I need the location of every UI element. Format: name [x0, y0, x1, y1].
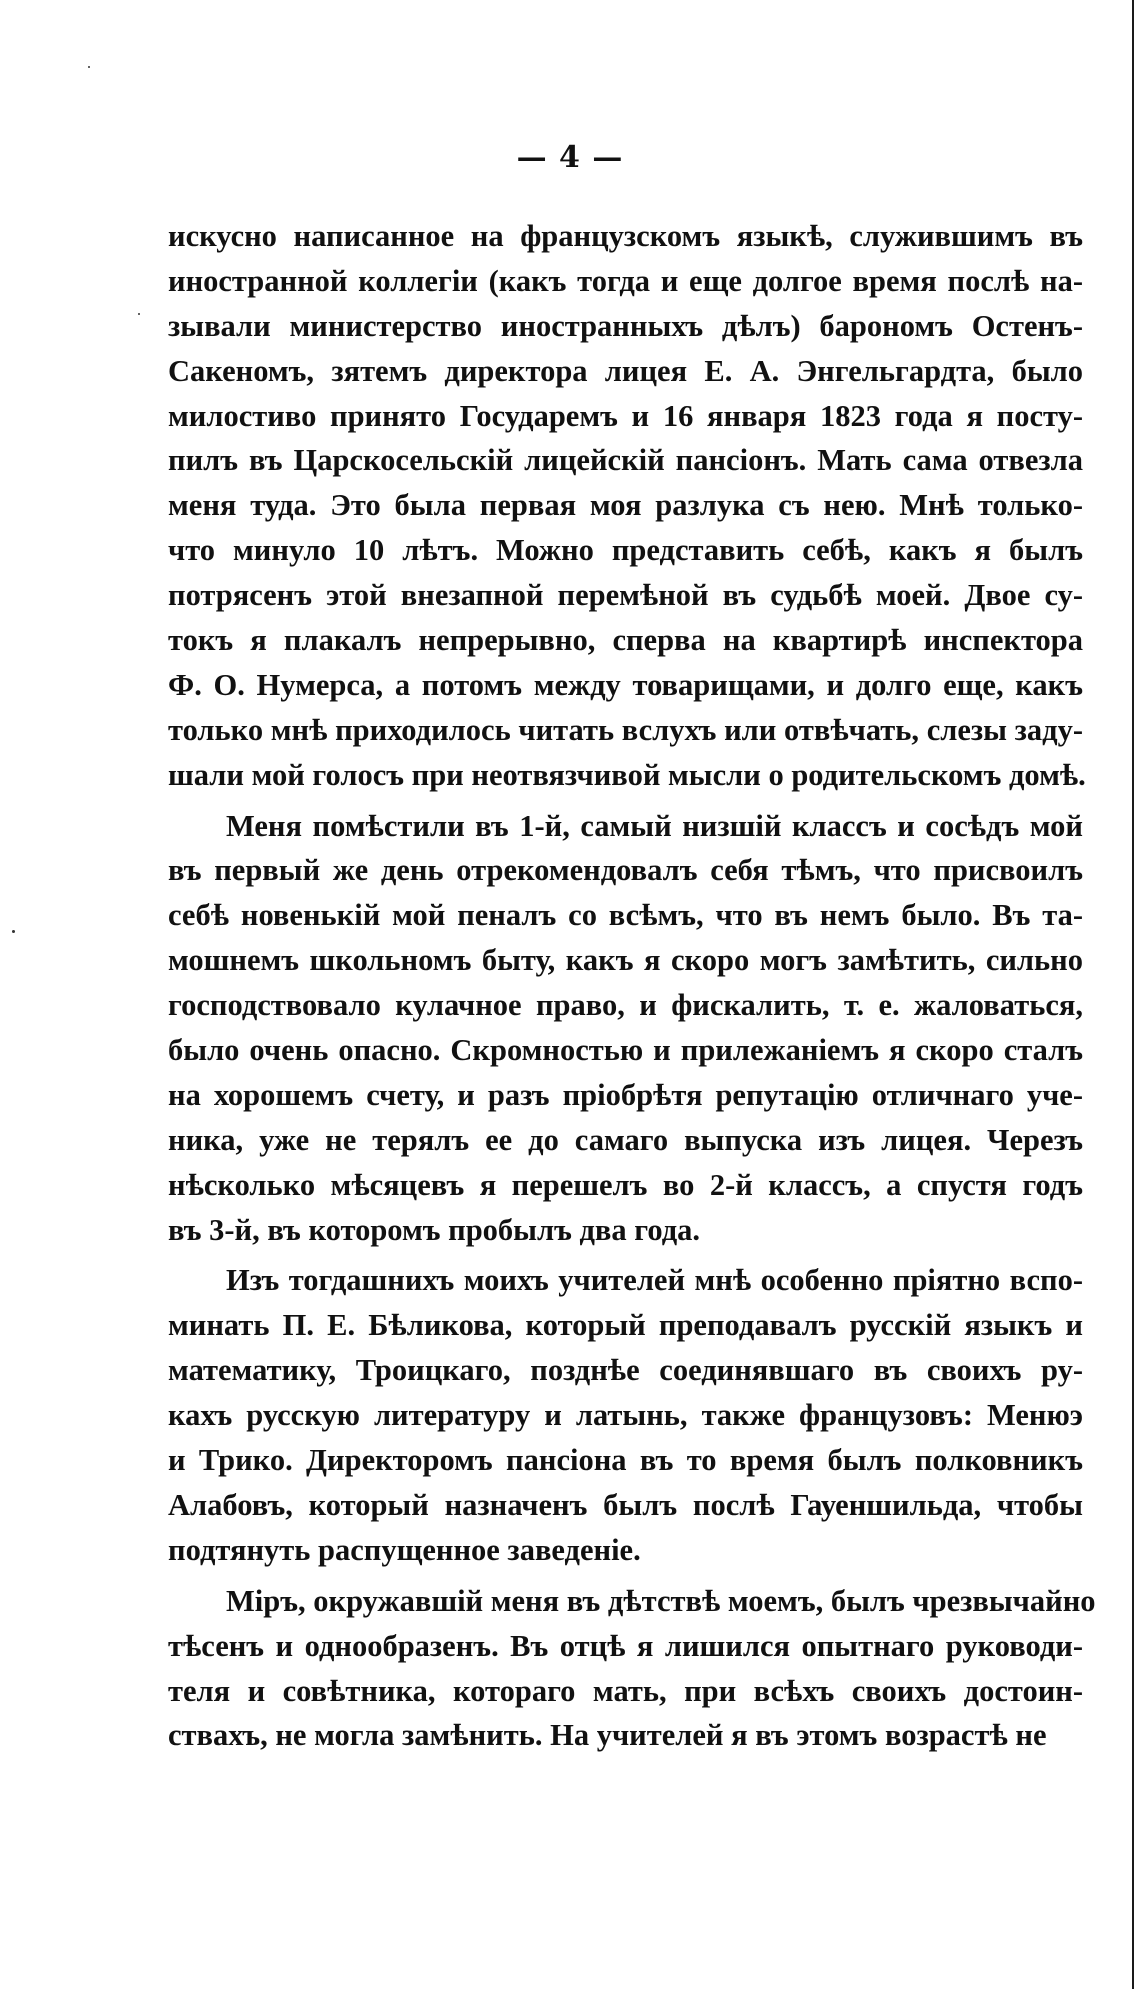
paragraph	[168, 804, 1083, 1253]
paragraph	[168, 1258, 1083, 1572]
text-line: Сакеномъ, зятемъ директора лицея Е. А. Энгельгардта, было	[168, 353, 1083, 388]
text-line: искусно написанное на французскомъ языкѣ, служившимъ въ	[168, 219, 1083, 253]
text-line: токъ я плакалъ непрерывно, сперва на квартирѣ инспектора	[168, 623, 1083, 658]
text-line: Изъ тогдашнихъ моихъ учителей мнѣ особенно пріятно вспо-	[226, 1263, 1083, 1298]
text-line: нѣсколько мѣсяцевъ я перешелъ во 2-й классъ, а спустя годъ	[168, 1167, 1083, 1202]
text-line: и Трико. Директоромъ пансіона въ то время былъ полковникъ	[168, 1443, 1083, 1478]
text-line: зывали министерство иностранныхъ дѣлъ) барономъ Остенъ-	[168, 308, 1083, 343]
text-line: кахъ русскую литературу и латынь, также французовъ: Менюэ	[168, 1398, 1083, 1433]
text-line: въ 3-й, въ которомъ пробылъ два года.	[168, 1212, 701, 1247]
text-line: мошнемъ школьномъ быту, какъ я скоро могъ замѣтить, сильно	[168, 943, 1083, 978]
text-line: въ первый же день отрекомендовалъ себя тѣмъ, что присвоилъ	[168, 853, 1083, 888]
text-line: шали мой голосъ при неотвязчивой мысли о родительскомъ домѣ.	[168, 757, 1086, 792]
paragraph	[168, 214, 1086, 798]
text-line: меня туда. Это была первая моя разлука съ нею. Мнѣ только-	[168, 488, 1083, 523]
paragraph	[168, 1579, 1096, 1759]
text-line: теля и совѣтника, котораго мать, при всѣхъ своихъ достоин-	[168, 1673, 1083, 1708]
scan-speck	[138, 313, 140, 315]
text-line: математику, Троицкаго, позднѣе соединявшаго въ своихъ ру-	[168, 1353, 1083, 1388]
page-edge-shadow	[1132, 0, 1134, 1989]
text-line: Алабовъ, который назначенъ былъ послѣ Гауеншильда, чтобы	[168, 1487, 1083, 1522]
scan-speck	[88, 66, 90, 68]
text-line: только мнѣ приходилось читать вслухъ или отвѣчать, слезы заду-	[168, 712, 1083, 747]
text-line: потрясенъ этой внезапной перемѣной въ судьбѣ моей. Двое су-	[168, 578, 1083, 613]
scan-speck	[12, 930, 15, 933]
text-line: Ф. О. Нумерса, а потомъ между товарищами, и долго еще, какъ	[168, 667, 1083, 702]
text-line: подтянуть распущенное заведеніе.	[168, 1532, 641, 1567]
text-line: что минуло 10 лѣтъ. Можно представить себѣ, какъ я былъ	[168, 533, 1083, 568]
text-line: минать П. Е. Бѣликова, который преподавалъ русскій языкъ и	[168, 1308, 1083, 1343]
text-line: Міръ, окружавшій меня въ дѣтствѣ моемъ, былъ чрезвычайно	[226, 1583, 1096, 1618]
text-line: на хорошемъ счету, и разъ пріобрѣтя репутацію отличнаго уче-	[168, 1077, 1083, 1112]
text-line: ника, уже не терялъ ее до самаго выпуска изъ лицея. Черезъ	[168, 1122, 1083, 1157]
text-line: Меня помѣстили въ 1-й, самый низшій классъ и сосѣдъ мой	[226, 808, 1083, 843]
text-line: господствовало кулачное право, и фискалить, т. е. жаловаться,	[168, 988, 1083, 1023]
page-number: — 4 —	[516, 140, 624, 175]
text-line: ствахъ, не могла замѣнить. На учителей я въ этомъ возрастѣ не	[168, 1718, 1047, 1753]
text-line: милостиво принято Государемъ и 16 января 1823 года я посту-	[168, 398, 1083, 433]
body-text	[168, 214, 1096, 1758]
text-line: себѣ новенькій мой пеналъ со всѣмъ, что въ немъ было. Въ та-	[168, 898, 1083, 933]
text-line: пилъ въ Царскосельскій лицейскій пансіонъ. Мать сама отвезла	[168, 443, 1083, 478]
text-line: было очень опасно. Скромностью и прилежаніемъ я скоро сталъ	[168, 1033, 1083, 1068]
text-line: тѣсенъ и однообразенъ. Въ отцѣ я лишился опытнаго руководи-	[168, 1628, 1083, 1663]
text-line: иностранной коллегіи (какъ тогда и еще долгое время послѣ на-	[168, 263, 1083, 298]
